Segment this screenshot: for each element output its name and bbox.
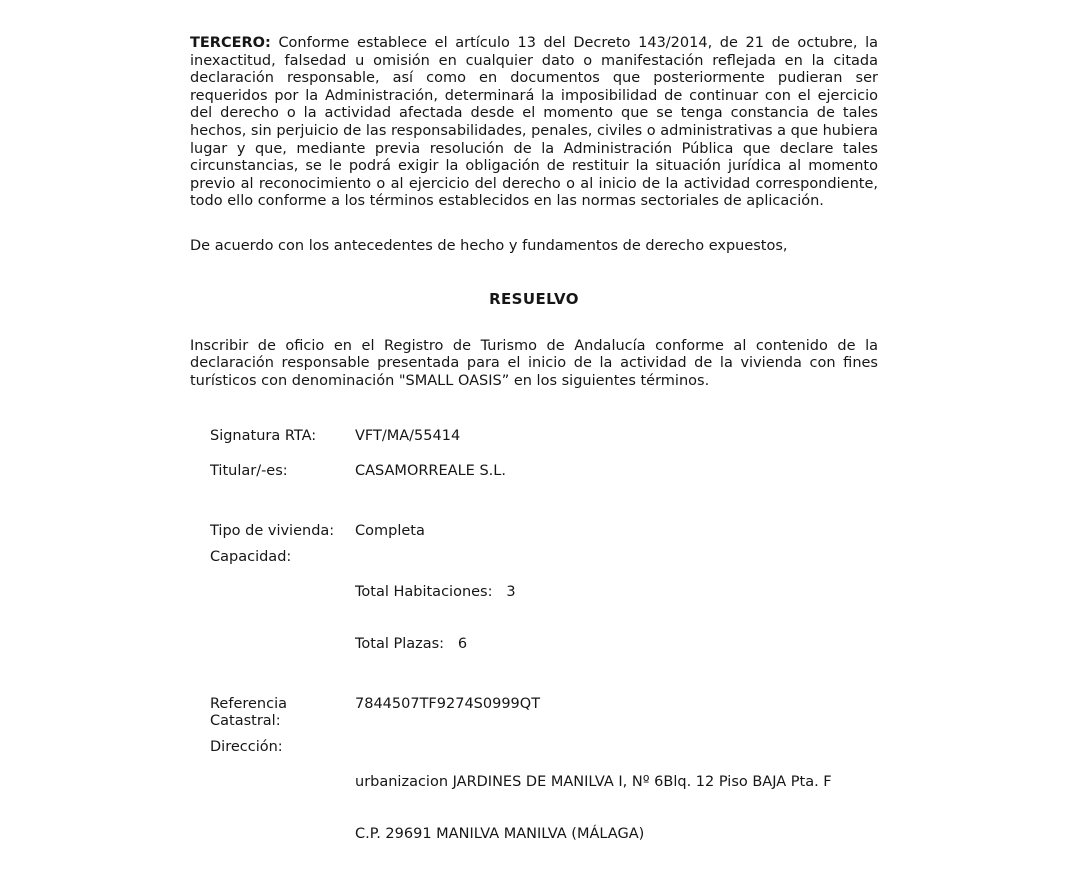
field-value-referencia-catastral: 7844507TF9274S0999QT [355,695,541,712]
field-row-direccion [190,739,878,879]
field-label-referencia-catastral: Referencia Catastral: [210,695,288,730]
field-label-direccion: Dirección: [210,738,283,755]
field-label-capacidad: Capacidad: [210,548,292,565]
field-value-capacidad [355,549,878,689]
field-row-signatura-rta [190,428,878,446]
paragraph-inscribir: Inscribir de oficio en el Registro de Turismo de Andalucía conforme al contenido de la declaración responsable presentada para el inicio de la actividad de la vivienda con fines turísticos con denominación "SMALL OASIS” en los siguientes términos. [190,337,878,389]
field-label-signatura-rta: Signatura RTA: [210,428,317,445]
field-value-total-plazas: Total Plazas: 6 [355,636,468,653]
field-value-total-habitaciones: Total Habitaciones: 3 [355,583,516,600]
heading-resuelvo: RESUELVO [489,289,579,308]
field-value-direccion [355,739,878,879]
field-label-tipo-vivienda: Tipo de vivienda: [210,523,335,540]
document-page [190,35,878,879]
field-value-direccion-line2: C.P. 29691 MANILVA MANILVA (MÁLAGA) [355,826,645,843]
fields-table [190,428,878,879]
field-value-tipo-vivienda: Completa [355,523,425,540]
paragraph-tercero-body: Conforme establece el artículo 13 del Decreto 143/2014, de 21 de octubre, la inexactitud, falsedad u omisión en cualquier dato o manifestación reflejada en la citada declaración responsable, así como en documentos que posteriormente pudieran ser requeridos por la Administración, determinará la imposibilidad de continuar con el ejercicio del derecho o la actividad afectada desde el momento que se tenga constancia de tales hechos, sin perjuicio de las responsabilidades, penales, civiles o administrativas a que hubiera lugar y que, mediante previa resolución de la Administración Pública que declare tales circunstancias, se le podrá exigir la obligación de restituir la situación jurídica al momento previo al reconocimiento o al ejercicio del derecho o al inicio de la actividad correspondiente, todo ello conforme a los términos establecidos en las normas sectoriales de aplicación. [190,35,878,210]
paragraph-tercero [190,35,878,211]
field-row-capacidad [190,549,878,689]
field-label-titular: Titular/-es: [210,462,288,479]
field-value-direccion-line1: urbanizacion JARDINES DE MANILVA I, Nº 6Blq. 12 Piso BAJA Pta. F [355,773,832,790]
paragraph-tercero-label: TERCERO: [190,35,271,51]
paragraph-acuerdo: De acuerdo con los antecedentes de hecho y fundamentos de derecho expuestos, [190,237,788,254]
field-value-signatura-rta: VFT/MA/55414 [355,428,461,445]
field-row-referencia-catastral [190,696,878,731]
field-row-titular [190,463,878,481]
field-row-tipo-vivienda [190,523,878,541]
field-value-titular: CASAMORREALE S.L. [355,462,506,479]
